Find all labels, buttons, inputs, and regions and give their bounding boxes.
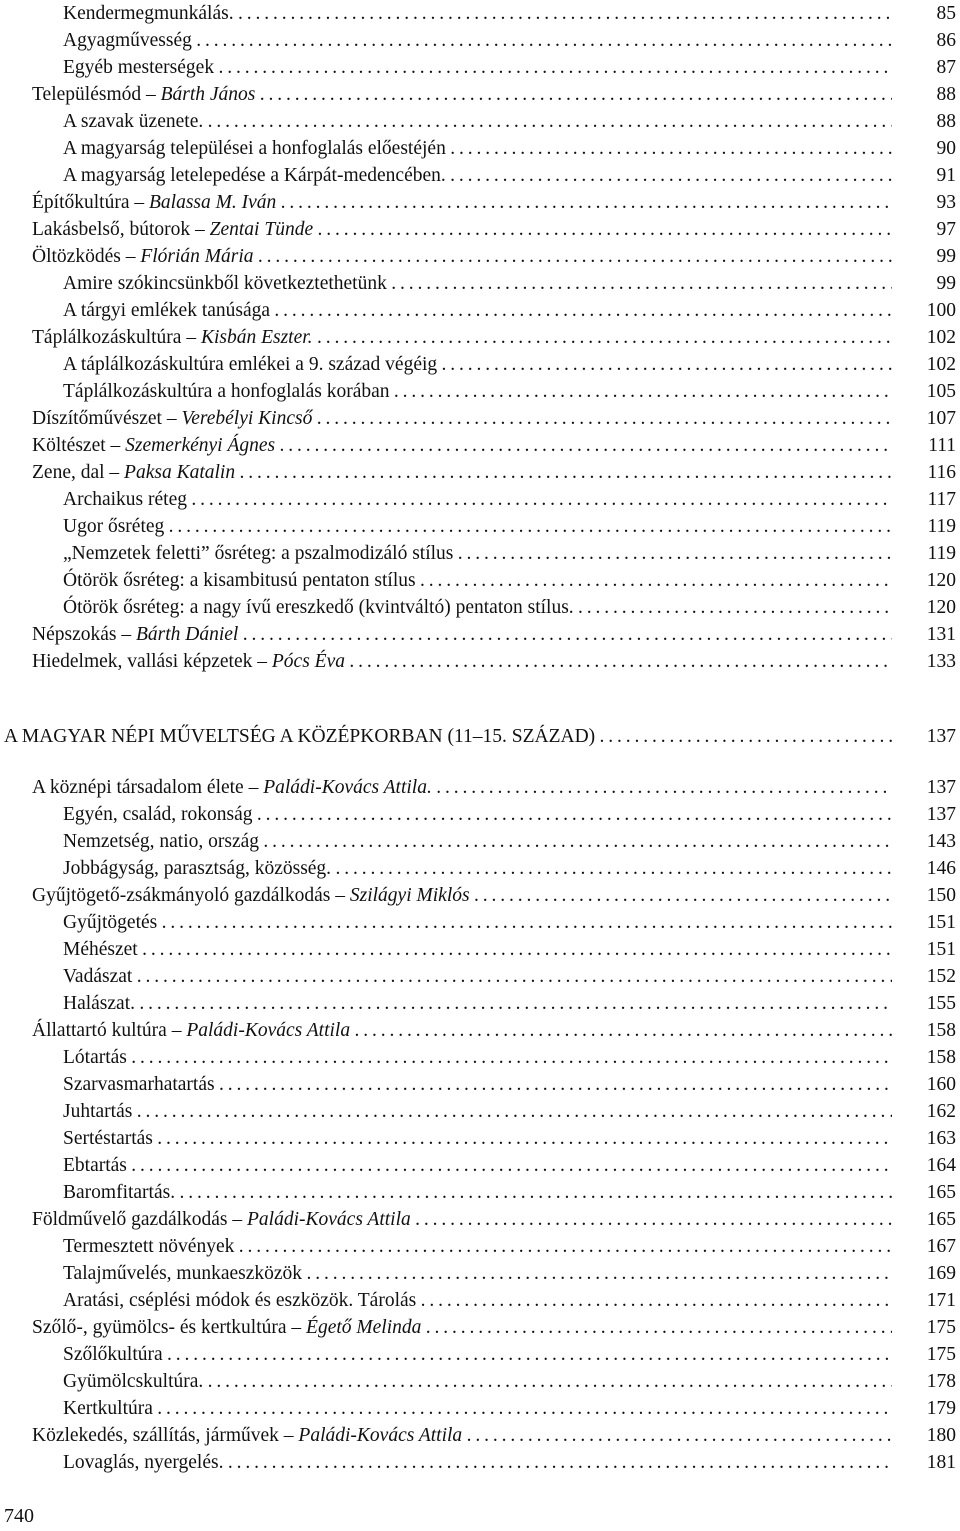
- entry-page-number: 116: [927, 462, 956, 483]
- entry-title: Zene, dal –: [32, 462, 125, 483]
- toc-entry-title: [0, 27, 892, 54]
- toc-entry-title: [0, 486, 892, 513]
- entry-page-number: 102: [926, 327, 956, 348]
- entry-title: Nemzetség, natio, ország: [63, 831, 260, 852]
- toc-entry-title: [0, 1179, 892, 1206]
- toc-entry: [0, 351, 960, 378]
- toc-entry: [0, 1422, 960, 1449]
- entry-author: Paksa Katalin: [124, 462, 236, 483]
- toc-entry: [0, 135, 960, 162]
- entry-title: Gyűjtögetés: [63, 912, 158, 933]
- entry-page-number: 160: [926, 1074, 956, 1095]
- entry-title: A köznépi társadalom élete –: [32, 777, 264, 798]
- toc-entry-title: [0, 108, 892, 135]
- entry-title: A szavak üzenete.: [63, 111, 204, 132]
- entry-author: Szilágyi Miklós: [349, 885, 470, 906]
- entry-page-number: 90: [936, 138, 956, 159]
- entry-page-number: 133: [926, 651, 956, 672]
- entry-title: Lótartás: [63, 1047, 127, 1068]
- entry-page-number: 146: [926, 858, 956, 879]
- entry-author: Pócs Éva: [271, 651, 345, 672]
- entry-page-number: 88: [936, 111, 956, 132]
- entry-author: Paládi-Kovács Attila.: [263, 777, 432, 798]
- toc-entry-title: [0, 1206, 892, 1233]
- toc-entry: [0, 1017, 960, 1044]
- entry-title: Hiedelmek, vallási képzetek –: [32, 651, 272, 672]
- entry-page-number: 151: [926, 939, 956, 960]
- entry-page-number: 150: [926, 885, 956, 906]
- entry-page-number: 93: [936, 192, 956, 213]
- entry-title: Aratási, cséplési módok és eszközök. Tárolás: [63, 1290, 417, 1311]
- entry-page-number: 86: [936, 30, 956, 51]
- toc-entry-title: [0, 405, 892, 432]
- toc-entry-title: [0, 54, 892, 81]
- entry-title: Juhtartás: [63, 1101, 133, 1122]
- entry-page-number: 111: [928, 435, 956, 456]
- toc-entry-title: [0, 216, 892, 243]
- section-title: [0, 723, 892, 750]
- entry-page-number: 88: [936, 84, 956, 105]
- toc-entry-title: [0, 135, 892, 162]
- entry-title: Ótörök ősréteg: a kisambitusú pentaton stílus: [63, 570, 416, 591]
- toc-entry: [0, 162, 960, 189]
- toc-entry: [0, 774, 960, 801]
- toc-entry-title: [0, 1071, 892, 1098]
- entry-title: Költészet –: [32, 435, 126, 456]
- entry-title: Jobbágyság, parasztság, közösség.: [63, 858, 332, 879]
- entry-page-number: 99: [936, 273, 956, 294]
- entry-title: A magyarság letelepedése a Kárpát-medencében.: [63, 165, 446, 186]
- entry-page-number: 91: [936, 165, 956, 186]
- entry-title: Gyümölcskultúra.: [63, 1371, 204, 1392]
- entry-title: Agyagművesség: [63, 30, 192, 51]
- entry-page-number: 151: [926, 912, 956, 933]
- toc-entry: [0, 243, 960, 270]
- entry-title: Lovaglás, nyergelés.: [63, 1452, 224, 1473]
- toc-entry-title: [0, 1449, 892, 1476]
- toc-entry: [0, 270, 960, 297]
- entry-page-number: 167: [926, 1236, 956, 1257]
- toc-entry: [0, 1152, 960, 1179]
- toc-entry: [0, 1395, 960, 1422]
- entry-author: Paládi-Kovács Attila: [247, 1209, 411, 1230]
- entry-page-number: 169: [926, 1263, 956, 1284]
- toc-entry: [0, 828, 960, 855]
- toc-entry: [0, 1314, 960, 1341]
- toc-entry-title: [0, 1260, 892, 1287]
- toc-entry: [0, 567, 960, 594]
- toc-entry-title: [0, 513, 892, 540]
- entry-title: Archaikus réteg: [63, 489, 187, 510]
- toc-entry: [0, 27, 960, 54]
- entry-page-number: 131: [926, 624, 956, 645]
- toc-entry: [0, 432, 960, 459]
- entry-author: Bárth János: [160, 84, 256, 105]
- entry-title: Lakásbelső, bútorok –: [32, 219, 210, 240]
- entry-page-number: 117: [927, 489, 956, 510]
- entry-page-number: 120: [926, 570, 956, 591]
- toc-entry-title: [0, 432, 892, 459]
- toc-entry: [0, 909, 960, 936]
- entry-page-number: 164: [926, 1155, 956, 1176]
- toc-entry-title: [0, 1233, 892, 1260]
- toc-entry: [0, 189, 960, 216]
- toc-entry: [0, 1206, 960, 1233]
- entry-title: Vadászat: [63, 966, 133, 987]
- entry-author: Balassa M. Iván: [148, 192, 277, 213]
- entry-title: A magyarság települései a honfoglalás előestéjén: [63, 138, 446, 159]
- toc-entry-title: [0, 936, 892, 963]
- toc-entry-title: [0, 540, 892, 567]
- entry-title: Szarvasmarhatartás: [63, 1074, 215, 1095]
- entry-page-number: 163: [926, 1128, 956, 1149]
- entry-title: Termesztett növények: [63, 1236, 235, 1257]
- entry-page-number: 152: [926, 966, 956, 987]
- entry-page-number: 179: [926, 1398, 956, 1419]
- toc-entry: [0, 882, 960, 909]
- toc-entry: [0, 801, 960, 828]
- entry-page-number: 158: [926, 1047, 956, 1068]
- toc-entry: [0, 963, 960, 990]
- toc-entry: [0, 324, 960, 351]
- toc-entry-title: [0, 1395, 892, 1422]
- toc-entry-title: [0, 909, 892, 936]
- entry-title: Öltözködés –: [32, 246, 141, 267]
- entry-title: A tárgyi emlékek tanúsága: [63, 300, 271, 321]
- entry-page-number: 162: [926, 1101, 956, 1122]
- entry-page-number: 137: [926, 777, 956, 798]
- entry-title: Kendermegmunkálás.: [63, 3, 234, 24]
- entry-title: Közlekedés, szállítás, járművek –: [32, 1425, 299, 1446]
- toc-entry-title: [0, 1125, 892, 1152]
- toc-entry-title: [0, 243, 892, 270]
- toc-entry-title: [0, 963, 892, 990]
- entry-page-number: 137: [926, 804, 956, 825]
- toc-entry: [0, 405, 960, 432]
- toc-entry: [0, 1071, 960, 1098]
- toc-entry: [0, 540, 960, 567]
- entry-page-number: 175: [926, 1344, 956, 1365]
- toc-entry: [0, 513, 960, 540]
- entry-author: Flórián Mária: [140, 246, 254, 267]
- toc-entry: [0, 621, 960, 648]
- toc-entry: [0, 1287, 960, 1314]
- entry-title: Földművelő gazdálkodás –: [32, 1209, 248, 1230]
- toc-entry-title: [0, 189, 892, 216]
- toc-entry: [0, 990, 960, 1017]
- entry-author: Verebélyi Kincső: [181, 408, 313, 429]
- entry-author: Paládi-Kovács Attila: [186, 1020, 351, 1041]
- entry-title: Egyéb mesterségek: [63, 57, 215, 78]
- toc-entry: [0, 1449, 960, 1476]
- entry-title: Építőkultúra –: [32, 192, 149, 213]
- toc-entry-title: [0, 1341, 892, 1368]
- toc-entry-title: [0, 324, 892, 351]
- entry-title: Településmód –: [32, 84, 161, 105]
- entry-page-number: 97: [936, 219, 956, 240]
- entry-page-number: 119: [927, 516, 956, 537]
- toc-entry: [0, 1233, 960, 1260]
- entry-title: Halászat.: [63, 993, 136, 1014]
- entry-page-number: 178: [926, 1371, 956, 1392]
- toc-entry: [0, 1260, 960, 1287]
- toc-entry: [0, 1341, 960, 1368]
- toc-entry: [0, 1125, 960, 1152]
- toc-entry-title: [0, 351, 892, 378]
- entry-author: Égető Melinda: [306, 1317, 422, 1338]
- toc-entry: [0, 648, 960, 675]
- entry-page-number: 105: [926, 381, 956, 402]
- entry-author: Zentai Tünde: [209, 219, 314, 240]
- entry-title: Szőlő-, gyümölcs- és kertkultúra –: [32, 1317, 307, 1338]
- entry-page-number: 155: [926, 993, 956, 1014]
- toc-entry-title: [0, 1152, 892, 1179]
- toc-entry-title: [0, 621, 892, 648]
- toc-entry-title: [0, 270, 892, 297]
- toc-entry-title: [0, 774, 892, 801]
- entry-page-number: 165: [926, 1182, 956, 1203]
- page-number: 740: [4, 1505, 34, 1527]
- entry-title: Ótörök ősréteg: a nagy ívű ereszkedő (kvintváltó) pentaton stílus.: [63, 597, 574, 618]
- toc-entry: [0, 297, 960, 324]
- entry-page-number: 180: [926, 1425, 956, 1446]
- entry-title: Egyén, család, rokonság: [63, 804, 253, 825]
- entry-title: Táplálkozáskultúra –: [32, 327, 201, 348]
- toc-entry-title: [0, 162, 892, 189]
- entry-page-number: 87: [936, 57, 956, 78]
- entry-title: „Nemzetek feletti” ősréteg: a pszalmodizáló stílus: [63, 543, 454, 564]
- entry-author: Kisbán Eszter.: [200, 327, 313, 348]
- entry-title: Baromfitartás.: [63, 1182, 176, 1203]
- toc-entry: [0, 216, 960, 243]
- toc-entry: [0, 54, 960, 81]
- entry-title: Talajművelés, munkaeszközök: [63, 1263, 303, 1284]
- toc-entry-title: [0, 1287, 892, 1314]
- entry-title: Szőlőkultúra: [63, 1344, 163, 1365]
- toc-entry: [0, 1179, 960, 1206]
- entry-title: Ebtartás: [63, 1155, 127, 1176]
- toc-entry-title: [0, 378, 892, 405]
- entry-title: Díszítőművészet –: [32, 408, 182, 429]
- entry-page-number: 143: [926, 831, 956, 852]
- toc-entry: [0, 378, 960, 405]
- toc-entry-title: [0, 648, 892, 675]
- toc-entry: [0, 0, 960, 27]
- entry-title: Amire szókincsünkből következtethetünk: [63, 273, 387, 294]
- entry-author: Szemerkényi Ágnes: [125, 435, 276, 456]
- entry-page-number: 175: [926, 1317, 956, 1338]
- toc-entry-title: [0, 0, 892, 27]
- section-title-text: A MAGYAR NÉPI MŰVELTSÉG A KÖZÉPKORBAN (11–15. SZÁZAD): [4, 726, 596, 747]
- entry-title: Táplálkozáskultúra a honfoglalás korában: [63, 381, 390, 402]
- toc-entry-title: [0, 1044, 892, 1071]
- entry-title: Népszokás –: [32, 624, 136, 645]
- toc-entry-title: [0, 801, 892, 828]
- toc-entry-title: [0, 459, 892, 486]
- section-heading: [0, 723, 960, 750]
- entry-page-number: 158: [926, 1020, 956, 1041]
- entry-page-number: 107: [926, 408, 956, 429]
- toc-entry: [0, 1368, 960, 1395]
- toc-entry-title: [0, 1314, 892, 1341]
- entry-page-number: 171: [926, 1290, 956, 1311]
- entry-page-number: 100: [926, 300, 956, 321]
- section-page-number: 137: [926, 726, 956, 747]
- entry-title: Gyűjtögető-zsákmányoló gazdálkodás –: [32, 885, 350, 906]
- entry-author: Bárth Dániel: [135, 624, 239, 645]
- toc-entry: [0, 594, 960, 621]
- entry-title: A táplálkozáskultúra emlékei a 9. század végéig: [63, 354, 438, 375]
- toc-entry-title: [0, 1422, 892, 1449]
- toc-entry: [0, 486, 960, 513]
- toc-entry-title: [0, 990, 892, 1017]
- entry-page-number: 102: [926, 354, 956, 375]
- toc-entry-title: [0, 81, 892, 108]
- entry-page-number: 165: [926, 1209, 956, 1230]
- entry-title: Állattartó kultúra –: [32, 1020, 187, 1041]
- entry-title: Ugor ősréteg: [63, 516, 165, 537]
- toc-entry: [0, 936, 960, 963]
- toc-entry-title: [0, 567, 892, 594]
- toc-entry: [0, 1098, 960, 1125]
- toc-entry-title: [0, 297, 892, 324]
- entry-author: Paládi-Kovács Attila: [298, 1425, 463, 1446]
- toc-entry-title: [0, 882, 892, 909]
- toc-entry: [0, 855, 960, 882]
- entry-page-number: 119: [927, 543, 956, 564]
- toc-entry-title: [0, 855, 892, 882]
- toc-entry: [0, 108, 960, 135]
- toc-entry-title: [0, 1368, 892, 1395]
- toc-entry-title: [0, 828, 892, 855]
- toc-entry-title: [0, 1017, 892, 1044]
- toc-entry: [0, 81, 960, 108]
- toc-entry: [0, 459, 960, 486]
- entry-title: Sertéstartás: [63, 1128, 153, 1149]
- entry-title: Kertkultúra: [63, 1398, 153, 1419]
- entry-page-number: 99: [936, 246, 956, 267]
- toc-entry-title: [0, 1098, 892, 1125]
- toc-entry: [0, 1044, 960, 1071]
- entry-page-number: 85: [936, 3, 956, 24]
- entry-page-number: 120: [926, 597, 956, 618]
- entry-title: Méhészet: [63, 939, 138, 960]
- entry-page-number: 181: [926, 1452, 956, 1473]
- toc-entry-title: [0, 594, 892, 621]
